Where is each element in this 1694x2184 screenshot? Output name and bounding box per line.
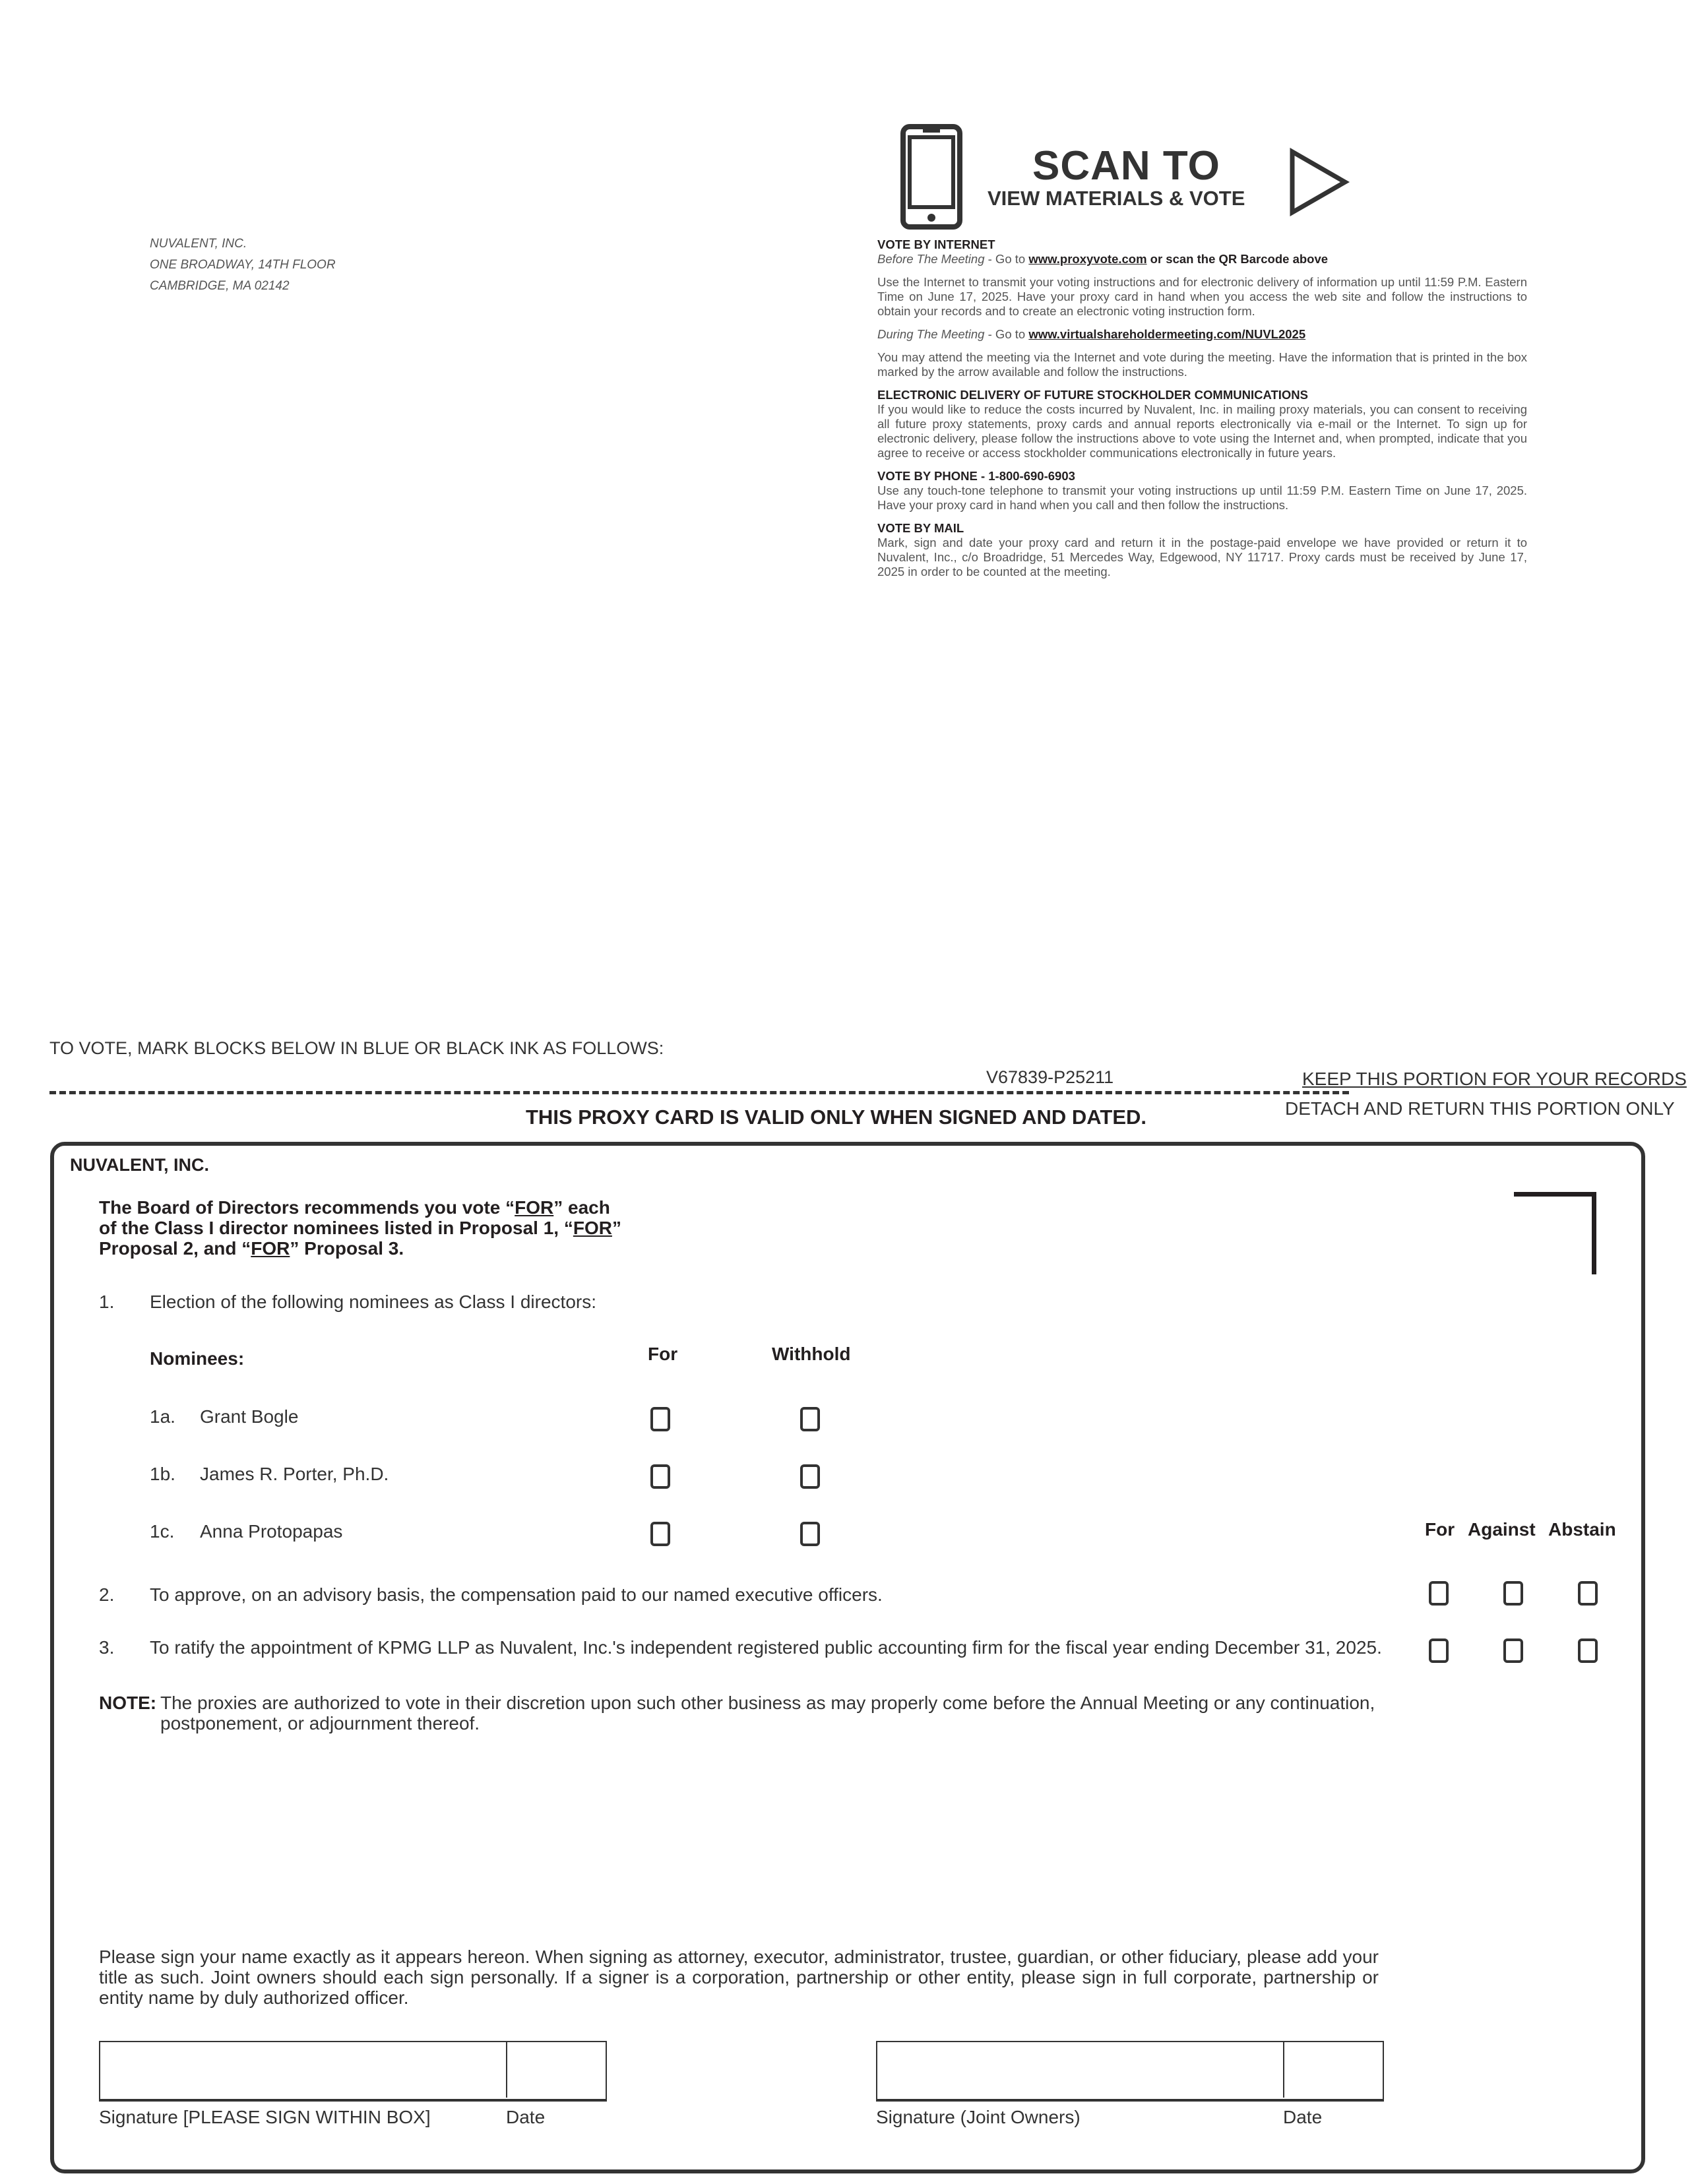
return-address [150,234,336,297]
nominee-1b-for-checkbox[interactable] [650,1464,670,1489]
during-goto: - Go to [984,327,1029,341]
detach-line [49,1091,1349,1094]
nominee-1c-name: Anna Protopapas [200,1521,343,1542]
proposal-3-for-checkbox[interactable] [1429,1638,1449,1663]
signature-2-label: Signature (Joint Owners) [876,2107,1081,2127]
board-line-2b: ” [612,1218,621,1238]
signature-box-2-divider [1283,2041,1284,2098]
nominees-header: Nominees: [150,1348,245,1369]
signature-box-2[interactable] [876,2041,1384,2102]
nominee-1c-code: 1c. [150,1521,175,1542]
before-meeting-label: Before The Meeting [877,252,985,266]
nominee-1c-for-checkbox[interactable] [650,1522,670,1546]
detach-portion-label: DETACH AND RETURN THIS PORTION ONLY [1285,1098,1675,1119]
date-1-label: Date [506,2107,546,2127]
during-meeting-body: You may attend the meeting via the Internet and vote during the meeting. Have the information that is printed in the box marked by the arrow available and follow the instructions. [877,350,1527,379]
proposal-2-for-checkbox[interactable] [1429,1581,1449,1606]
vote-mail-heading: VOTE BY MAIL [877,521,964,535]
nominee-1b-code: 1b. [150,1464,175,1484]
phone-icon [900,124,962,230]
board-line-2a: of the Class I director nominees listed in Proposal 1, “ [99,1218,573,1238]
board-line-3b: ” Proposal 3. [290,1238,404,1259]
play-arrow-icon [1288,148,1350,216]
signing-instructions: Please sign your name exactly as it appears hereon. When signing as attorney, executor, administrator, trustee, guardian, or other fiduciary, please add your title as such. Joint owners should each sign personally. If a signer is a corporation, partnership or other entity, please sign in full corporate, partnership or entity name by duly authorized officer. [99,1947,1379,2008]
vote-phone-heading: VOTE BY PHONE - 1-800-690-6903 [877,469,1075,483]
vote-mail-body: Mark, sign and date your proxy card and return it in the postage-paid envelope we have provided or return it to Nuvalent, Inc., c/o Broadridge, 51 Mercedes Way, Edgewood, NY 11717. Proxy cards must be received by June 17, 2025 in order to be counted at the meeting. [877,536,1527,578]
board-recommendation [99,1197,666,1259]
board-line-3a: Proposal 2, and “ [99,1238,251,1259]
electronic-delivery-body: If you would like to reduce the costs incurred by Nuvalent, Inc. in mailing proxy materials, you can consent to receiving all future proxy statements, proxy cards and annual reports electronically via e-mail or the Internet. To sign up for electronic delivery, please follow the instructions above to vote using the Internet and, when prompted, indicate that you agree to receive or access stockholder communications electronically in future years. [877,402,1527,460]
col-for-header-right: For [1425,1519,1455,1540]
nominee-1b-withhold-checkbox[interactable] [800,1464,820,1489]
signature-box-1[interactable] [99,2041,607,2102]
during-meeting-line [877,327,1527,342]
mark-instruction: TO VOTE, MARK BLOCKS BELOW IN BLUE OR BLACK INK AS FOLLOWS: [49,1038,664,1058]
proposal-2-text: To approve, on an advisory basis, the compensation paid to our named executive officers. [150,1584,883,1605]
keep-portion-label: KEEP THIS PORTION FOR YOUR RECORDS [1302,1069,1687,1089]
col-withhold-header: Withhold [772,1344,851,1364]
note-line-2: postponement, or adjournment thereof. [160,1713,480,1733]
electronic-delivery-heading: ELECTRONIC DELIVERY OF FUTURE STOCKHOLDER COMMUNICATIONS [877,388,1308,402]
scan-title: SCAN TO [1032,143,1220,189]
corner-mark [1514,1192,1596,1274]
scan-subtitle: VIEW MATERIALS & VOTE [988,187,1245,210]
col-for-header: For [648,1344,678,1364]
board-for-3: FOR [251,1238,290,1259]
board-for-1: FOR [515,1197,554,1218]
virtual-meeting-link[interactable]: www.virtualshareholdermeeting.com/NUVL2025 [1028,327,1306,341]
nominee-1a-for-checkbox[interactable] [650,1407,670,1431]
vote-internet-section [877,237,1527,579]
proposal-1-text: Election of the following nominees as Class I directors: [150,1292,596,1312]
nominee-1a-name: Grant Bogle [200,1406,299,1427]
proposal-3-abstain-checkbox[interactable] [1578,1638,1598,1663]
vote-internet-body: Use the Internet to transmit your voting instructions and for electronic delivery of information up until 11:59 P.M. Eastern Time on June 17, 2025. Have your proxy card in hand when you access the web site and follow the instructions to obtain your records and to create an electronic voting instruction form. [877,275,1527,318]
nominee-1a-code: 1a. [150,1406,175,1427]
signature-box-1-divider [506,2041,507,2098]
address-line-1: NUVALENT, INC. [150,237,247,251]
vote-phone-body: Use any touch-tone telephone to transmit your voting instructions up until 11:59 P.M. Eastern Time on June 17, 2025. Have your proxy card in hand when you call and then follow the instructions. [877,484,1527,512]
nominee-1b-name: James R. Porter, Ph.D. [200,1464,389,1484]
proposal-3-text: To ratify the appointment of KPMG LLP as Nuvalent, Inc.'s independent registered public accounting firm for the fiscal year ending December 31, 2025. [150,1637,1382,1658]
proposal-2-number: 2. [99,1584,115,1605]
date-2-label: Date [1283,2107,1323,2127]
nominee-1c-withhold-checkbox[interactable] [800,1522,820,1546]
board-line-1b: ” each [553,1197,610,1218]
card-company-name: NUVALENT, INC. [70,1155,210,1175]
valid-notice: THIS PROXY CARD IS VALID ONLY WHEN SIGNED AND DATED. [526,1106,1147,1129]
signature-1-label: Signature [PLEASE SIGN WITHIN BOX] [99,2107,431,2127]
control-code: V67839-P25211 [986,1067,1114,1087]
before-tail: or scan the QR Barcode above [1146,252,1329,266]
col-against-header: Against [1468,1519,1536,1540]
vote-internet-heading: VOTE BY INTERNET [877,237,995,251]
col-abstain-header: Abstain [1548,1519,1616,1540]
address-line-2: ONE BROADWAY, 14TH FLOOR [150,258,336,272]
proposal-1-number: 1. [99,1292,115,1312]
before-goto: - Go to [984,252,1029,266]
proposal-3-number: 3. [99,1637,115,1658]
board-for-2: FOR [573,1218,612,1238]
proposal-2-abstain-checkbox[interactable] [1578,1581,1598,1606]
during-meeting-label: During The Meeting [877,327,985,341]
address-line-3: CAMBRIDGE, MA 02142 [150,279,290,293]
proxyvote-link[interactable]: www.proxyvote.com [1028,252,1147,266]
note-line-1: The proxies are authorized to vote in their discretion upon such other business as may properly come before the Annual Meeting or any continuation, [160,1693,1375,1713]
note-label: NOTE: [99,1693,157,1713]
board-line-1a: The Board of Directors recommends you vote “ [99,1197,515,1218]
proposal-3-against-checkbox[interactable] [1503,1638,1523,1663]
proposal-2-against-checkbox[interactable] [1503,1581,1523,1606]
nominee-1a-withhold-checkbox[interactable] [800,1407,820,1431]
before-meeting-line [877,252,1527,266]
